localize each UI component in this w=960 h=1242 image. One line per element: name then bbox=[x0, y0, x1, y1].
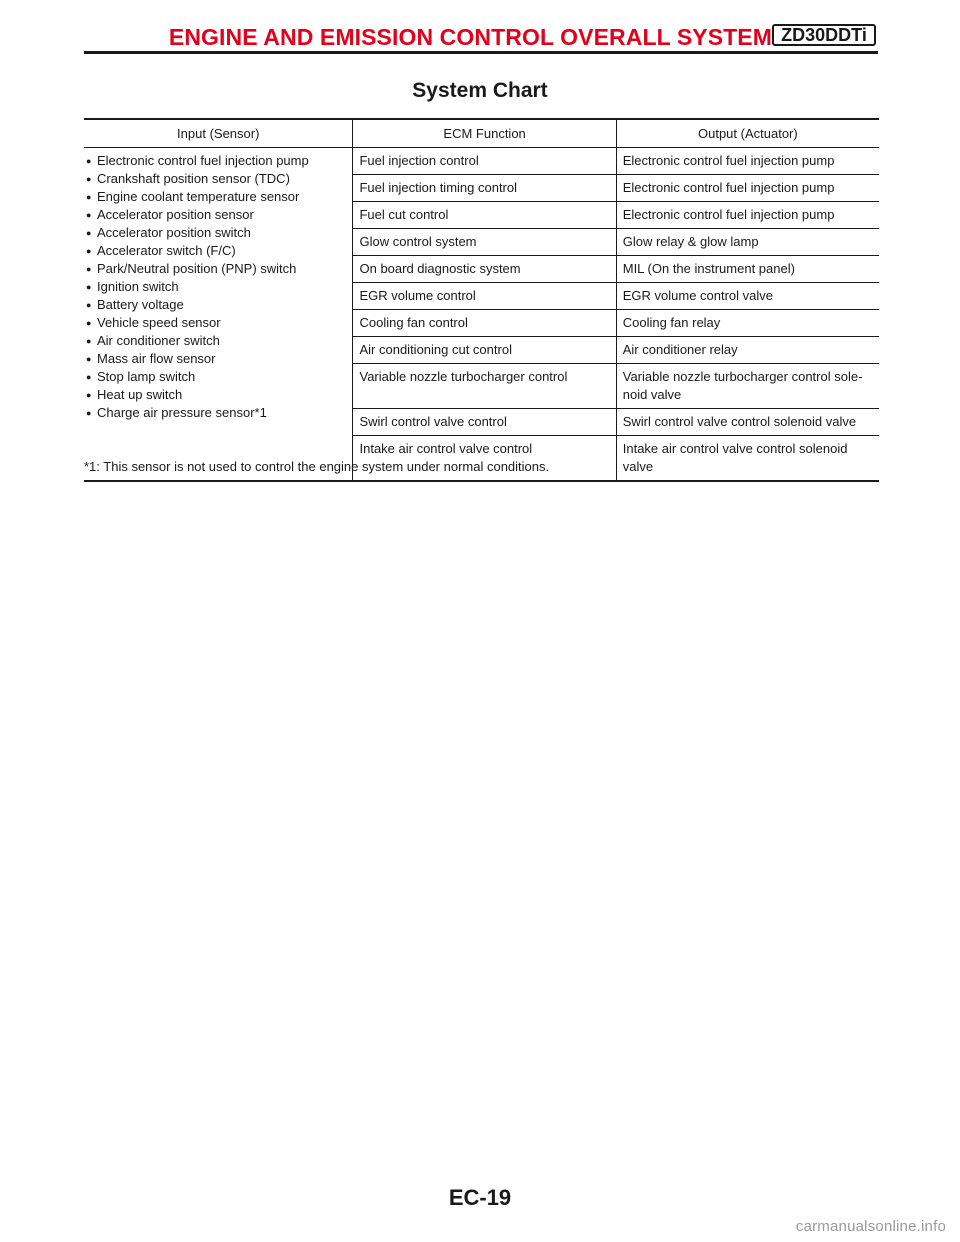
column-header-output: Output (Actuator) bbox=[616, 119, 879, 148]
list-item bbox=[86, 332, 346, 350]
input-sensor-label: Park/Neutral position (PNP) switch bbox=[97, 261, 297, 276]
list-item bbox=[86, 386, 346, 404]
list-item bbox=[86, 206, 346, 224]
list-item bbox=[86, 296, 346, 314]
input-sensor-list bbox=[86, 152, 346, 422]
list-item bbox=[86, 368, 346, 386]
watermark: carmanualsonline.info bbox=[795, 1218, 946, 1235]
bullet-icon: ● bbox=[86, 246, 92, 256]
ecm-function-cell: EGR volume control bbox=[353, 283, 616, 310]
list-item bbox=[86, 314, 346, 332]
column-header-function: ECM Function bbox=[353, 119, 616, 148]
input-sensor-label: Engine coolant temperature sensor bbox=[97, 189, 300, 204]
ecm-function-cell: Air conditioning cut control bbox=[353, 337, 616, 364]
bullet-icon: ● bbox=[86, 282, 92, 292]
input-sensor-label: Heat up switch bbox=[97, 387, 183, 402]
output-actuator-cell: MIL (On the instrument panel) bbox=[616, 256, 879, 283]
page-title: System Chart bbox=[412, 79, 548, 102]
list-item bbox=[86, 224, 346, 242]
section-header-title: ENGINE AND EMISSION CONTROL OVERALL SYSTEM bbox=[168, 24, 772, 50]
column-header-input: Input (Sensor) bbox=[177, 126, 260, 141]
ecm-function-cell: Fuel cut control bbox=[353, 202, 616, 229]
input-sensor-label: Charge air pressure sensor*1 bbox=[97, 405, 267, 420]
input-sensor-label: Accelerator position sensor bbox=[97, 207, 254, 222]
input-sensor-label: Crankshaft position sensor (TDC) bbox=[97, 171, 290, 186]
input-sensor-label: Battery voltage bbox=[97, 297, 184, 312]
output-actuator-cell: Electronic control fuel injection pump bbox=[616, 202, 879, 229]
output-actuator-cell: Intake air control valve control solenoid valve bbox=[616, 436, 879, 482]
output-actuator-cell: Cooling fan relay bbox=[616, 310, 879, 337]
bullet-icon: ● bbox=[86, 210, 92, 220]
bullet-icon: ● bbox=[86, 390, 92, 400]
bullet-icon: ● bbox=[86, 192, 92, 202]
bullet-icon: ● bbox=[86, 354, 92, 364]
list-item bbox=[86, 188, 346, 206]
input-sensor-cell bbox=[84, 148, 353, 482]
footnote: *1: This sensor is not used to control the engine system under normal conditions. bbox=[84, 459, 550, 474]
ecm-function-cell: Swirl control valve control bbox=[353, 409, 616, 436]
list-item bbox=[86, 242, 346, 260]
table-header-row bbox=[84, 119, 879, 148]
input-sensor-label: Stop lamp switch bbox=[97, 369, 196, 384]
output-actuator-cell: Glow relay & glow lamp bbox=[616, 229, 879, 256]
output-actuator-cell: Variable nozzle turbocharger control sole- noid valve bbox=[616, 364, 879, 409]
bullet-icon: ● bbox=[86, 408, 92, 418]
input-sensor-label: Vehicle speed sensor bbox=[97, 315, 221, 330]
bullet-icon: ● bbox=[86, 372, 92, 382]
ecm-function-cell: Cooling fan control bbox=[353, 310, 616, 337]
input-sensor-label: Ignition switch bbox=[97, 279, 179, 294]
input-sensor-label: Electronic control fuel injection pump bbox=[97, 153, 309, 168]
bullet-icon: ● bbox=[86, 264, 92, 274]
ecm-function-cell: Fuel injection control bbox=[353, 148, 616, 175]
output-actuator-cell: Electronic control fuel injection pump bbox=[616, 148, 879, 175]
page-header bbox=[0, 18, 960, 58]
bullet-icon: ● bbox=[86, 336, 92, 346]
list-item bbox=[86, 260, 346, 278]
page-number: EC-19 bbox=[448, 1185, 512, 1210]
table-body bbox=[84, 148, 879, 482]
ecm-function-cell: On board diagnostic system bbox=[353, 256, 616, 283]
bullet-icon: ● bbox=[86, 300, 92, 310]
ecm-function-cell: Glow control system bbox=[353, 229, 616, 256]
system-chart-table bbox=[84, 118, 879, 482]
list-item bbox=[86, 350, 346, 368]
output-actuator-cell: Swirl control valve control solenoid valve bbox=[616, 409, 879, 436]
ecm-function-cell: Variable nozzle turbocharger control bbox=[353, 364, 616, 409]
list-item bbox=[86, 278, 346, 296]
output-actuator-cell: EGR volume control valve bbox=[616, 283, 879, 310]
list-item bbox=[86, 404, 346, 422]
input-sensor-label: Accelerator position switch bbox=[97, 225, 251, 240]
table-row bbox=[84, 148, 879, 175]
ecm-function-cell: Fuel injection timing control bbox=[353, 175, 616, 202]
input-sensor-label: Accelerator switch (F/C) bbox=[97, 243, 236, 258]
output-actuator-cell: Air conditioner relay bbox=[616, 337, 879, 364]
list-item bbox=[86, 170, 346, 188]
bullet-icon: ● bbox=[86, 174, 92, 184]
output-actuator-cell: Electronic control fuel injection pump bbox=[616, 175, 879, 202]
input-sensor-label: Mass air flow sensor bbox=[97, 351, 216, 366]
ecm-function-cell: Intake air control valve control bbox=[353, 436, 616, 482]
bullet-icon: ● bbox=[86, 156, 92, 166]
list-item bbox=[86, 152, 346, 170]
input-sensor-label: Air conditioner switch bbox=[97, 333, 220, 348]
bullet-icon: ● bbox=[86, 228, 92, 238]
model-code-badge: ZD30DDTi bbox=[772, 24, 876, 46]
bullet-icon: ● bbox=[86, 318, 92, 328]
header-rule bbox=[84, 51, 878, 54]
